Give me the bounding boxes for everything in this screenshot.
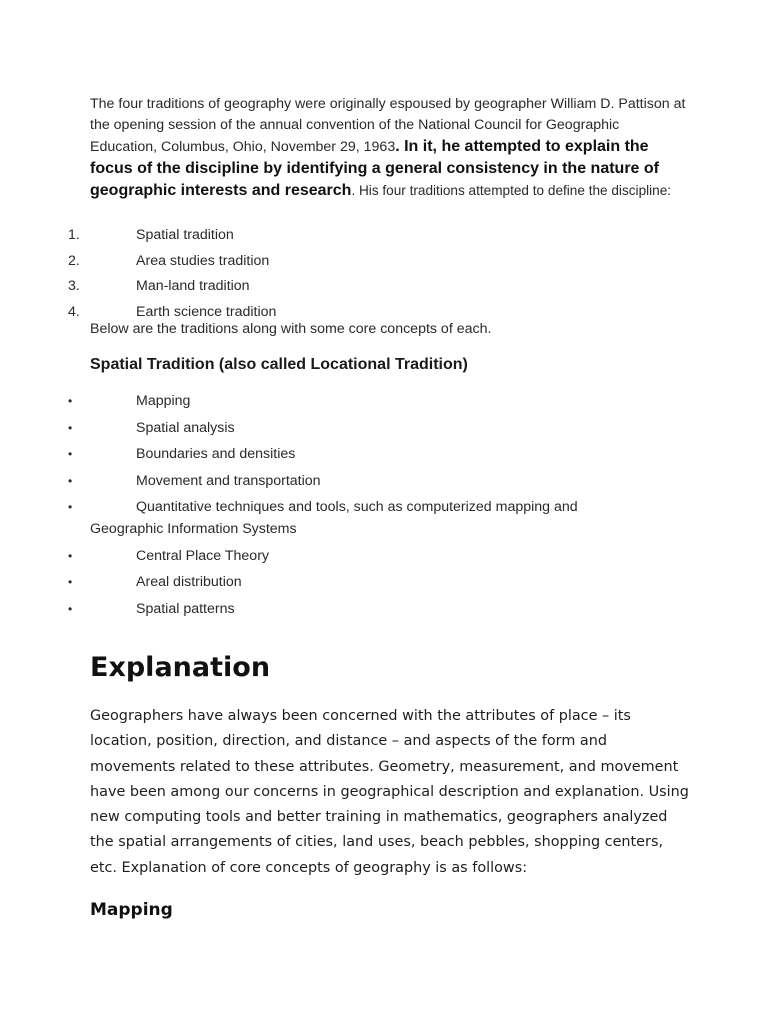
list-number: 2. (68, 252, 80, 269)
list-number: 1. (68, 227, 80, 243)
intro-text-3: geographic (90, 182, 177, 199)
list-text: Spatial tradition (136, 227, 234, 243)
list-text: Boundaries and densities (136, 446, 296, 462)
list-text: Earth science tradition (136, 303, 277, 320)
list-text: Quantitative techniques and tools, such as computerized mapping and Geographic Information Systems (90, 499, 578, 537)
list-item (0, 598, 768, 620)
list-text: Mapping (136, 393, 191, 409)
list-text: Area studies tradition (136, 252, 270, 269)
list-text: Spatial patterns (136, 600, 235, 617)
list-text: Areal distribution (136, 574, 242, 590)
list-text: Man-land tradition (136, 278, 250, 294)
bullet-icon: • (68, 601, 73, 616)
intro-text-5: . His four traditions attempted to define the discipline: (351, 183, 672, 198)
list-item (0, 496, 768, 540)
bullet-icon: • (68, 473, 73, 488)
list-text: Movement and transportation (136, 472, 321, 489)
concepts-list (0, 390, 768, 624)
list-item (0, 470, 768, 492)
bullet-icon: • (68, 447, 73, 461)
list-text: Spatial analysis (136, 419, 235, 436)
bullet-icon: • (68, 394, 73, 408)
list-item (0, 443, 768, 465)
intro-text-1: The four traditions of geography were originally espoused by geographer William D. Pattison at the opening session of the annual convention of the National Council for Geographic Education, Columbus, Ohio, November 29, 1963 (90, 96, 686, 155)
bullet-icon: • (68, 575, 73, 589)
list-item (0, 390, 768, 412)
mapping-heading: Mapping (90, 900, 173, 920)
below-text: Below are the traditions along with some core concepts of each. (90, 321, 492, 337)
list-item (0, 250, 768, 276)
list-item (0, 224, 768, 250)
intro-paragraph (90, 94, 690, 202)
list-number: 3. (68, 278, 80, 294)
list-item (0, 571, 768, 593)
explanation-paragraph: Geographers have always been concerned with the attributes of place – its location, position, direction, and distance – and aspects of the form and movements related to these attributes. Geometry, measurement, and movement have been among our concerns in geographical description and explanation. Using new computing tools and better training in mathematics, geographers analyzed the spatial arrangements of cities, land uses, beach pebbles, shopping centers, etc. Explanation of core concepts of geography is as follows: (90, 708, 689, 876)
intro-text-2: . In it, he attempted to explain the focus of the discipline by identifying a general consistency in the nature of (90, 138, 659, 177)
list-item (0, 545, 768, 567)
bullet-icon: • (68, 500, 73, 514)
list-item (0, 417, 768, 439)
traditions-list (0, 224, 768, 326)
list-item (0, 275, 768, 301)
explanation-heading: Explanation (90, 652, 271, 683)
bullet-icon: • (68, 548, 73, 563)
intro-text-4: interests and research (176, 182, 352, 199)
spatial-tradition-heading: Spatial Tradition (also called Locational Tradition) (90, 356, 468, 373)
list-text: Central Place Theory (136, 547, 270, 564)
list-number: 4. (68, 303, 80, 320)
bullet-icon: • (68, 420, 73, 435)
